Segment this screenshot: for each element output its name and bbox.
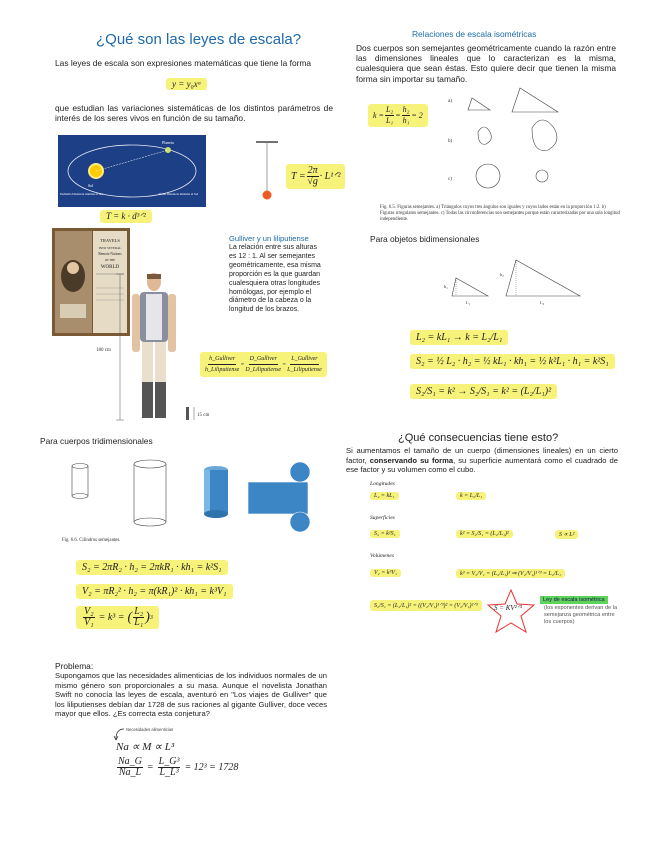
afelio-label: Afelio Distancia máxima al Sol [158,192,199,196]
consequences-title: ¿Qué consecuencias tiene esto? [398,432,559,444]
problem-eq-prop: Na ∝ M ∝ L³ [116,741,175,753]
kepler-equation: T = k · d³ᐟ² [100,210,152,223]
problem-text: Supongamos que las necesidades alimenticias de los individuos normales de un mismo género son proporcionales a su masa. Aunque el novelista Jonathan Swift no conocía las leyes de escala, aventuró en "Los viajes de Gulliver" que los liliputienses debían dar 1728 de sus raciones al gigante Gulliver, doce veces mayor que ellos. ¿Es correcta esta conjetura? [55,671,327,719]
law-note: (los exponentes derivan de la semejanza geométrica entre los cuerpos) [544,605,618,625]
man-silhouette-icon [132,273,176,418]
svg-text:c): c) [448,177,452,182]
bi-eq-surface: S₂ = ½ L₂ · h₂ = ½ kL₁ · kh₁ = ½ k²L₁ · h₁ = k²S₁ [410,354,615,369]
perihelio-label: Perihelio Distancia mínima al Sol [60,192,104,196]
height-small-label: 15 cm [197,413,210,418]
bi-eq-length: L₂ = kL₁ → k = L₂/L₁ [410,330,508,345]
svg-text:h₁: h₁ [444,284,448,289]
problem-title: Problema: [55,661,94,671]
svg-text:a): a) [448,99,452,104]
iso-equation: k = $\frac{\text{L₂}}{\text{L₁}}$ = $\frac{\text{h₂}}{\text{h₁}}$ = 2 [368,104,428,127]
eq-surf-prop: S ∝ L² [555,530,578,539]
eq-vol-k: k³ = V₂/V₁ = (L₂/L₁)³ ⇒ (V₂/V₁)¹ᐟ³ = L₂/L₁ [456,569,565,578]
main-formula: y = y₀xᵅ [166,78,207,90]
consequences-text: Si aumentamos el tamaño de un cuerpo (dimensiones lineales) en un cierto factor, conservando su forma, su superficie aumentará como el cuadrado de ese factor y su volumen como el cubo. [346,446,619,475]
kepler-orbit-diagram [58,135,206,207]
intro-text: Las leyes de escala son expresiones matemáticas que tiene la forma [55,58,312,68]
bi-section-title: Para objetos bidimensionales [370,234,480,244]
eq-long: L₂ = kL₁ [370,492,399,500]
gulliver-figure [96,270,216,428]
tri-eq-surface: S₂ = 2πR₂ · h₂ = 2πkR₁ · kh₁ = k²S₁ [76,560,228,575]
volumenes-label: Volúmenes [370,553,394,559]
iso-text: Dos cuerpos son semejantes geométricamente cuando la razón entre las dimensiones lineales que lo caracterizan es la misma, cualesquiera que sean éstas. Esto quiere decir que tienen la misma forma sin importar su tamaño. [356,43,616,84]
pendulum-bob-icon [263,191,272,200]
tri-section-title: Para cuerpos tridimensionales [40,436,153,446]
svg-text:INTO SEVERAL: INTO SEVERAL [98,246,122,250]
tri-eq-volume: V₂ = πR₂² · h₂ = π(kR₁)² · kh₁ = k³V₁ [76,584,233,599]
cylinders-caption: Fig. 6.6. Cilindros semejantes. [62,538,121,543]
pendulum-diagram [252,140,282,202]
boxed-law-equation: S = KV²ᐟ³ [494,604,522,612]
similar-shapes-figure [448,80,598,198]
main-title: ¿Qué son las leyes de escala? [96,31,302,48]
similar-shapes-caption: Fig. 6.5. Figuras semejantes. a) Triángulos cuyos tres ángulos son iguales y cuyos lados están en la proporción 1:2. b) Figuras irregulares semejantes. c) Todas las circunferencias son semejantes porque están caracterizadas por una sola longitud independiente. [380,205,620,222]
intro-text-2: que estudian las variaciones sistemáticas de los distintos parámetros de interés de los seres vivos en función de su tamaño. [55,103,333,124]
longitudes-label: Longitudes [370,481,395,487]
eq-final: S₂/S₁ = (L₂/L₁)² = ((V₂/V₁)¹ᐟ³)² = (V₂/V₁)²ᐟ³ [370,600,482,611]
svg-text:b): b) [448,139,453,144]
tri-eq-ratio: $\frac{\text{V₂}}{\text{V₁}}$ = k³ = ( $\frac{\text{L₂}}{\text{L₁}}$ ) 3 [76,606,159,629]
svg-text:L₂: L₂ [540,300,545,305]
arrow-icon [112,727,126,741]
eq-surf-k: k² = S₂/S₁ = (L₂/L₁)² [456,530,513,538]
height-big-label: 180 cm [96,348,111,353]
planet-label: Planeta [162,140,174,145]
svg-text:Remote Nations: Remote Nations [98,252,122,256]
similar-cylinders-figure [60,456,180,528]
law-label-box: Ley de escala isométrica [540,596,608,604]
problem-eq-result: $\frac{Na\_G}{Na\_L}$ = $\frac{\text{L\_G³}}{\text{L\_L³}}$ = 12³ = 1728 [118,756,239,778]
eq-long-k: k = L₂/L₁ [456,492,486,500]
iso-title: Relaciones de escala isométricas [412,29,537,39]
gulliver-ratio-equation: $\frac{\text{h\_Gulliver}}{\text{h\_Liliputiense}}$ = $\frac{\text{D\_Gulliver}}{\text{D\_Liliputiense}}$ = $\frac{\text{L\_Gulliver}}{\text{L\_Liliputiense}}$ [200,352,327,377]
cylinder-unfolded-figure [200,462,326,532]
problem-note: Necesidades alimenticias [126,727,174,732]
svg-text:OF THE: OF THE [104,258,116,262]
svg-text:h₂: h₂ [500,272,504,277]
svg-text:L₁: L₁ [466,300,471,305]
gulliver-title: Gulliver y un liliputiense [229,234,309,243]
eq-vol: V₂ = k³V₁ [370,569,401,577]
bi-triangles-figure [440,252,590,312]
pendulum-equation: T = $\frac{2\pi}{√g}$ · L¹ᐟ² [286,164,345,189]
liliputian-silhouette-icon [186,407,189,420]
gulliver-text: La relación entre sus alturas es 12 : 1. Al ser semejantes geométricamente, esa misma proporción es la que guardan cualesquiera otras longitudes homólogas, por ejemplo el diámetro de la cabeza o la longitud de los brazos. [229,244,321,314]
bi-eq-ratio: S₂/S₁ = k² → S₂/S₁ = k² = (L₂/L₁)² [410,384,557,399]
sun-label: Sol [88,183,94,188]
superficies-label: Superficies [370,515,395,521]
svg-text:TRAVELS: TRAVELS [100,238,120,243]
eq-surf: S₂ = k²S₁ [370,530,400,538]
svg-text:WORLD: WORLD [100,265,120,270]
